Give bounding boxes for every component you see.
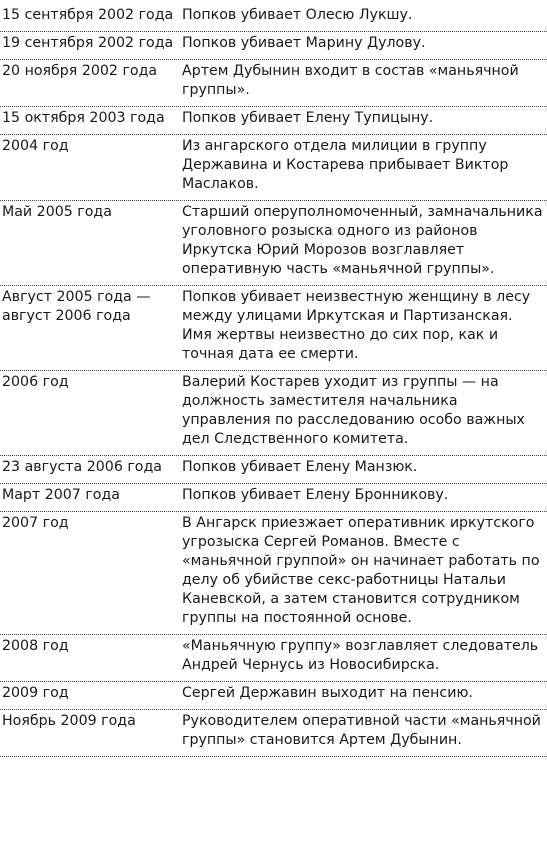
timeline-row [0,635,547,682]
row-date: Ноябрь 2009 года [2,713,136,729]
row-event: Из ангарского отдела милиции в группу Державина и Костарева прибывает Виктор Маслаков. [182,138,509,192]
row-event: Попков убивает Олесю Лукшу. [182,7,413,23]
timeline-row [0,371,547,456]
row-date: 15 октября 2003 года [2,110,165,126]
row-date: 2004 год [2,138,69,154]
row-event: В Ангарск приезжает оперативник иркутского угрозыска Сергей Романов. Вместе с «маньячной группой» он начинает работать по делу об убийстве секс-работницы Натальи Каневской, а затем становится сотрудником группы на постоянной основе. [182,515,540,626]
timeline-row [0,32,547,60]
timeline-row [0,201,547,286]
timeline-row [0,135,547,201]
row-date: 2009 год [2,685,69,701]
row-event: Попков убивает Елену Бронникову. [182,487,449,503]
row-date: Май 2005 года [2,204,112,220]
row-event: Артем Дубынин входит в состав «маньячной группы». [182,63,519,98]
row-date: 19 сентября 2002 года [2,35,174,51]
timeline-row [0,286,547,371]
row-date: Март 2007 года [2,487,120,503]
row-date: 23 августа 2006 года [2,459,162,475]
row-event: Валерий Костарев уходит из группы — на должность заместителя начальника управления по расследованию особо важных дел Следственного комитета. [182,374,525,447]
row-event: Попков убивает неизвестную женщину в лесу между улицами Иркутская и Партизанская. Имя жертвы неизвестно до сих пор, как и точная дата ее смерти. [182,289,531,362]
row-date: Август 2005 года — август 2006 года [2,289,151,324]
row-date: 15 сентября 2002 года [2,7,174,23]
row-date: 2006 год [2,374,69,390]
row-event: Руководителем оперативной части «маньячной группы» становится Артем Дубынин. [182,713,541,748]
timeline-row [0,512,547,635]
row-date: 2008 год [2,638,69,654]
timeline-row [0,682,547,710]
timeline-row [0,60,547,107]
timeline-row [0,710,547,757]
row-event: Попков убивает Елену Тупицыну. [182,110,434,126]
row-date: 2007 год [2,515,69,531]
row-event: Попков убивает Марину Дулову. [182,35,426,51]
timeline-row [0,4,547,32]
row-event: «Маньячную группу» возглавляет следователь Андрей Чернусь из Новосибирска. [182,638,539,673]
timeline-row [0,107,547,135]
row-event: Попков убивает Елену Манзюк. [182,459,418,475]
row-event: Сергей Державин выходит на пенсию. [182,685,473,701]
row-event: Старший оперуполномоченный, замначальника уголовного розыска одного из районов Иркутска Юрий Морозов возглавляет оперативную часть «маньячной группы». [182,204,543,277]
timeline-row [0,456,547,484]
row-date: 20 ноября 2002 года [2,63,158,79]
timeline-row [0,484,547,512]
